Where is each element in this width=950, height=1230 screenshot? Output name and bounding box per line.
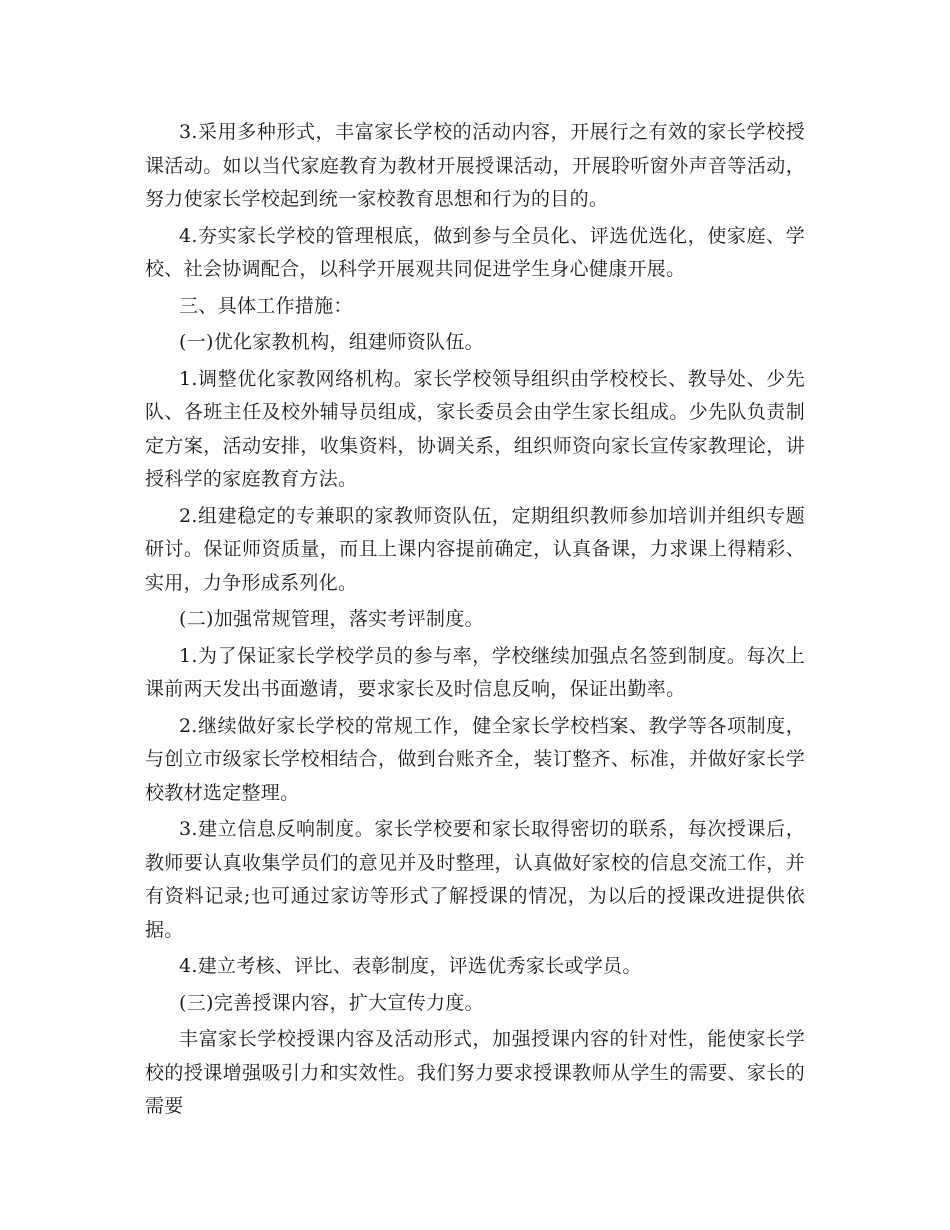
paragraph-measure-2-2: 2.继续做好家长学校的常规工作，健全家长学校档案、教学等各项制度，与创立市级家长学校相结合，做到台账齐全，装订整齐、标准，并做好家长学校教材选定整理。 (145, 714, 805, 804)
paragraph-measure-3-body: 丰富家长学校授课内容及活动形式，加强授课内容的针对性，能使家长学校的授课增强吸引力和实效性。我们努力要求授课教师从学生的需要、家长的需要 (145, 1028, 805, 1117)
paragraph-measure-1-2: 2.组建稳定的专兼职的家教师资队伍，定期组织教师参加培训并组织专题研讨。保证师资质量，而且上课内容提前确定，认真备课，力求课上得精彩、实用，力争形成系列化。 (145, 504, 805, 594)
paragraph-measure-2-4: 4.建立考核、评比、表彰制度，评选优秀家长或学员。 (179, 955, 642, 977)
paragraph-method-3: 3.采用多种形式，丰富家长学校的活动内容，开展行之有效的家长学校授课活动。如以当代家庭教育为教材开展授课活动，开展聆听窗外声音等活动，努力使家长学校起到统一家校教育思想和行为的目的。 (145, 121, 805, 210)
document-body (145, 116, 805, 1127)
paragraph-measure-2-1: 1.为了保证家长学校学员的参与率，学校继续加强点名签到制度。每次上课前两天发出书面邀请，要求家长及时信息反响，保证出勤率。 (145, 644, 805, 700)
subsection-heading-3: (三)完善授课内容，扩大宣传力度。 (179, 991, 484, 1014)
paragraph-measure-2-3: 3.建立信息反响制度。家长学校要和家长取得密切的联系，每次授课后，教师要认真收集学员们的意见并及时整理，认真做好家校的信息交流工作，并有资料记录;也可通过家访等形式了解授课的情况，为以后的授课改进提供依据。 (145, 818, 805, 941)
paragraph-method-4: 4.夯实家长学校的管理根底，做到参与全员化、评选优选化，使家庭、学校、社会协调配合，以科学开展观共同促进学生身心健康开展。 (145, 224, 805, 280)
section-heading-measures: 三、具体工作措施： (179, 294, 353, 317)
subsection-heading-1: (一)优化家教机构，组建师资队伍。 (179, 331, 484, 353)
subsection-heading-2: (二)加强常规管理，落实考评制度。 (179, 608, 484, 630)
paragraph-measure-1-1: 1.调整优化家教网络机构。家长学校领导组织由学校校长、教导处、少先队、各班主任及校外辅导员组成，家长委员会由学生家长组成。少先队负责制定方案，活动安排，收集资料，协调关系，组织师资向家长宣传家教理论，讲授科学的家庭教育方法。 (145, 367, 805, 490)
